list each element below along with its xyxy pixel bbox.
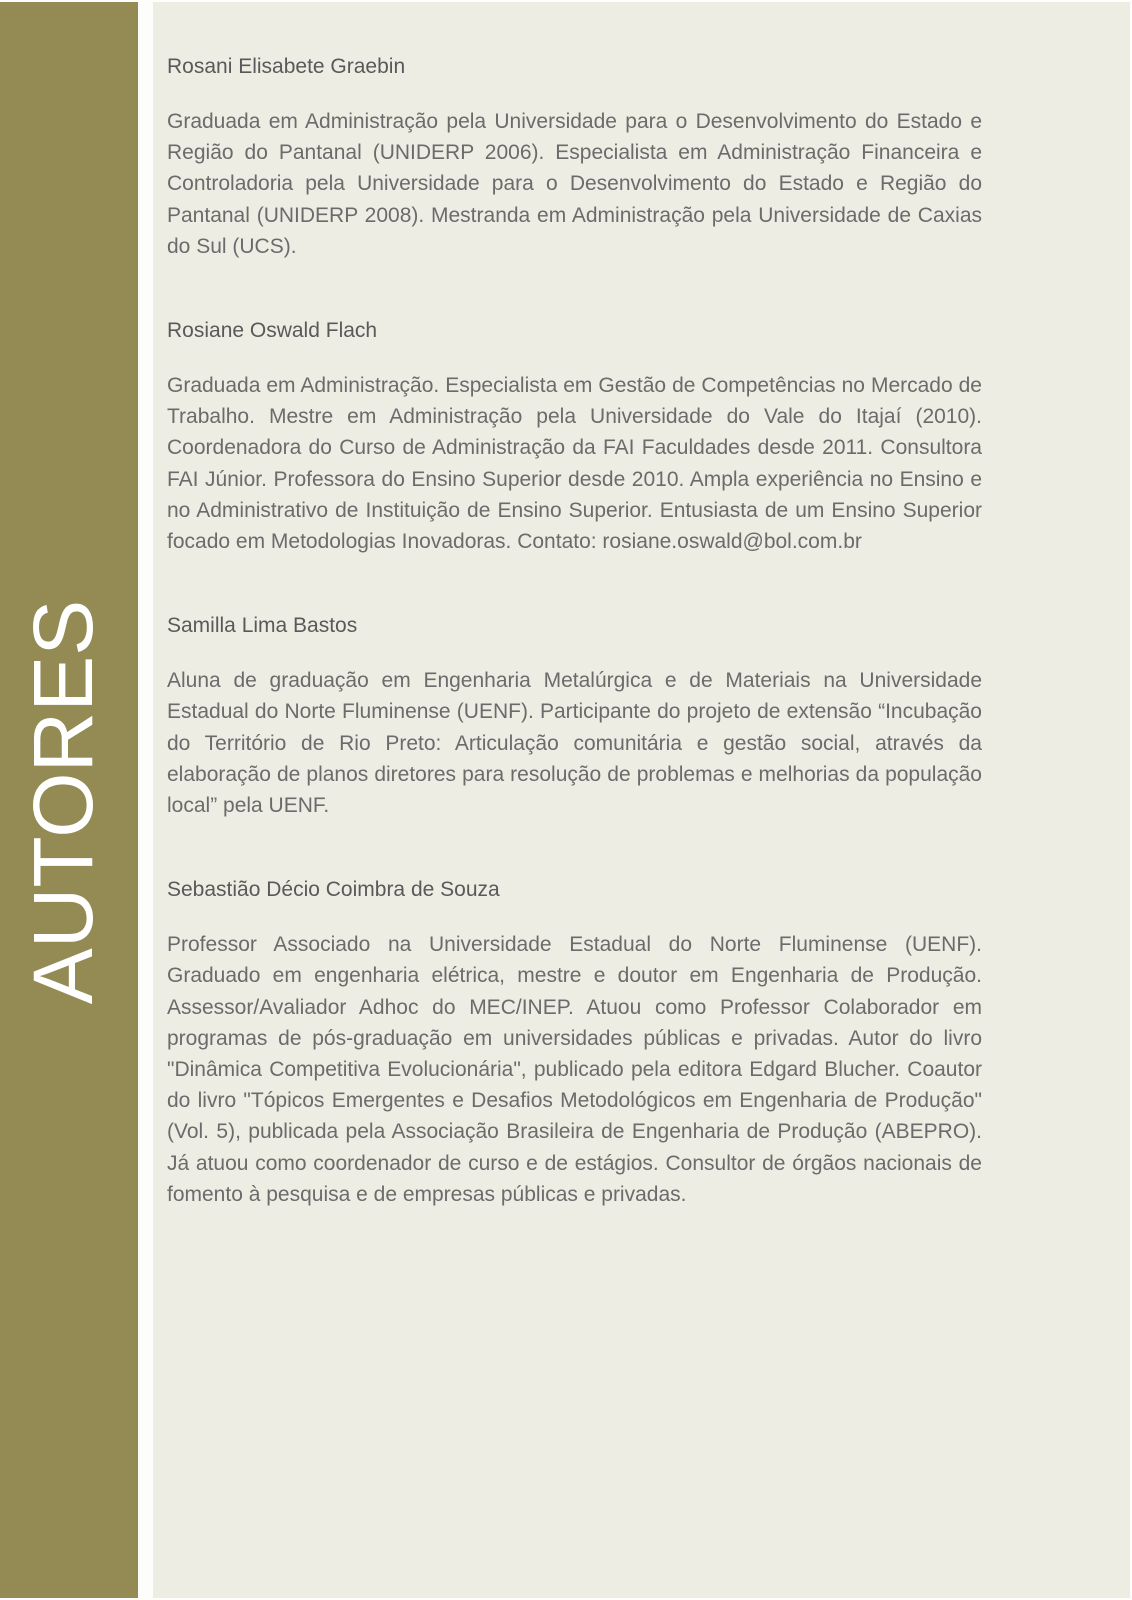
author-name: Rosiane Oswald Flach <box>167 319 378 343</box>
author-bio: Aluna de graduação em Engenharia Metalúrgica e de Materiais na Universidade Estadual do Norte Fluminense (UENF). Participante do projeto de extensão “Incubação do Território de Rio Preto: Articulação comunitária e gestão social, através da elaboração de planos diretores para resolução de problemas e melhorias da população local” pela UENF. <box>167 669 982 818</box>
author-entry <box>167 613 982 821</box>
author-entry <box>167 877 982 1210</box>
author-bio: Professor Associado na Universidade Estadual do Norte Fluminense (UENF). Graduado em engenharia elétrica, mestre e doutor em Engenharia de Produção. Assessor/Avaliador Adhoc do MEC/INEP. Atuou como Professor Colaborador em programas de pós-graduação em universidades públicas e privadas. Autor do livro "Dinâmica Competitiva Evolucionária", publicado pela editora Edgard Blucher. Coautor do livro "Tópicos Emergentes e Desafios Metodológicos em Engenharia de Produção" (Vol. 5), publicada pela Associação Brasileira de Engenharia de Produção (ABEPRO). Já atuou como coordenador de curso e de estágios. Consultor de órgãos nacionais de fomento à pesquisa e de empresas públicas e privadas. <box>167 933 982 1206</box>
author-name: Sebastião Décio Coimbra de Souza <box>167 878 500 902</box>
authors-list <box>167 54 982 1266</box>
author-name: Samilla Lima Bastos <box>167 614 358 638</box>
sidebar-title: AUTORES <box>16 599 110 1005</box>
sidebar-band <box>0 2 138 1598</box>
author-name: Rosani Elisabete Graebin <box>167 55 406 78</box>
author-bio: Graduada em Administração pela Universidade para o Desenvolvimento do Estado e Região do Pantanal (UNIDERP 2006). Especialista em Administração Financeira e Controladoria pela Universidade para o Desenvolvimento do Estado e Região do Pantanal (UNIDERP 2008). Mestranda em Administração pela Universidade de Caxias do Sul (UCS). <box>167 110 982 258</box>
author-entry <box>167 318 982 557</box>
sidebar-gap <box>138 0 153 1600</box>
author-entry <box>167 54 982 262</box>
author-bio: Graduada em Administração. Especialista em Gestão de Competências no Mercado de Trabalho. Mestre em Administração pela Universidade do Vale do Itajaí (2010). Coordenadora do Curso de Administração da FAI Faculdades desde 2011. Consultora FAI Júnior. Professora do Ensino Superior desde 2010. Ampla experiência no Ensino e no Administrativo de Instituição de Ensino Superior. Entusiasta de um Ensino Superior focado em Metodologias Inovadoras. Contato: rosiane.oswald@bol.com.br <box>167 374 982 554</box>
